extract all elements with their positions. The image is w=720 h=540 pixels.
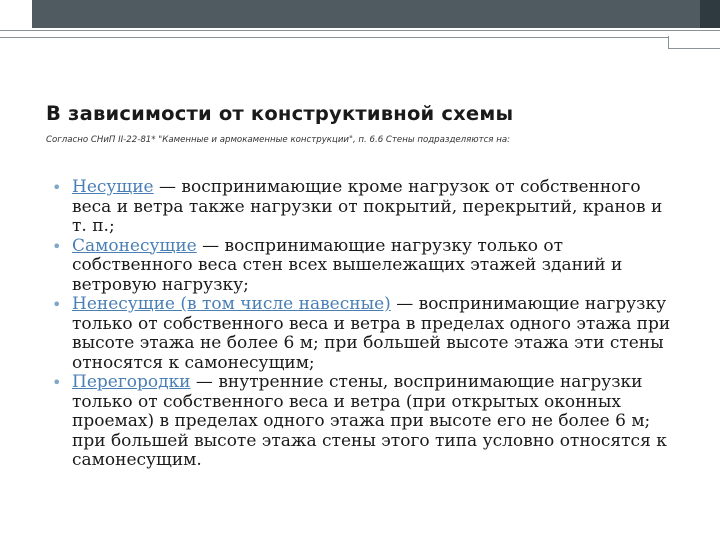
bullet-text: — воспринимающие кроме нагрузок от собственного веса и ветра также нагрузки от покрытий, перекрытий, кранов и т. п.; xyxy=(72,177,663,236)
header-bar-dark xyxy=(32,0,720,28)
term-link[interactable]: Ненесущие (в том числе навесные) xyxy=(72,294,391,314)
term-link[interactable]: Перегородки xyxy=(72,372,191,392)
term-link[interactable]: Несущие xyxy=(72,177,154,197)
bullet-icon: • xyxy=(52,236,62,256)
bullet-text: — воспринимающие нагрузку только от собственного веса стен всех вышележащих этажей зданий и ветровую нагрузку; xyxy=(72,235,623,295)
bullet-text: — воспринимающие нагрузку только от собственного веса и ветра в пределах одного этажа при высоте этажа не более 6 м; при большей высоте этажа эти стены относятся к самонесущим; xyxy=(72,294,671,373)
bullet-text: — внутренние стены, воспринимающие нагрузки только от собственного веса и ветра (при открытых оконных проемах) в пределах одного этажа при высоте его не более 6 м; при большей высоте этажа стены этого типа условно относятся к самонесущим. xyxy=(72,372,667,470)
list-item xyxy=(52,178,672,237)
list-item xyxy=(52,373,672,471)
term-link[interactable]: Самонесущие xyxy=(72,235,197,256)
header-rule-vertical xyxy=(668,36,669,48)
bullet-icon: • xyxy=(52,373,62,392)
header-rule-second xyxy=(0,37,668,38)
list-item xyxy=(52,237,672,296)
slide-subtitle: Согласно СНиП II-22-81* "Каменные и армокаменные конструкции", п. 6.6 Стены подразделяются на: xyxy=(46,135,510,145)
bullet-icon: • xyxy=(52,178,62,197)
header-bar xyxy=(0,0,720,28)
header-rule-tail xyxy=(668,48,720,49)
slide-title: В зависимости от конструктивной схемы xyxy=(46,102,514,125)
header-bar-accent xyxy=(700,0,720,28)
bullet-list xyxy=(52,178,672,471)
list-item xyxy=(52,295,672,373)
header-rule-top xyxy=(0,30,720,31)
bullet-icon: • xyxy=(52,295,62,314)
